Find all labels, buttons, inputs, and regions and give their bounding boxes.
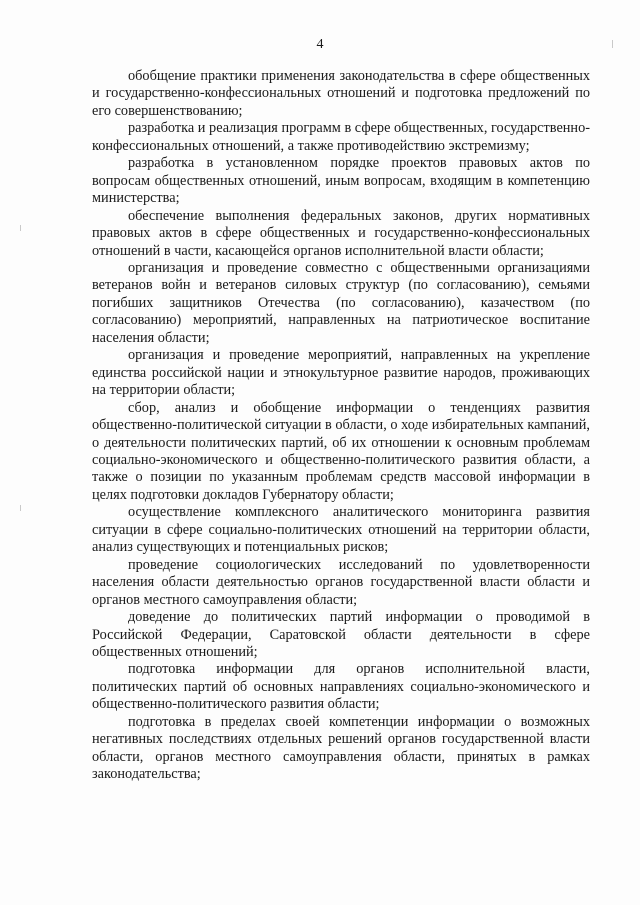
paragraph: подготовка в пределах своей компетенции информации о возможных негативных последствиях отдельных решений органов государственной власти области, органов местного самоуправления области, принятых в рамках законодательства; — [92, 713, 590, 783]
paragraph: организация и проведение мероприятий, направленных на укрепление единства российской нации и этнокультурное развитие народов, проживающих на территории области; — [92, 347, 590, 399]
paragraph: организация и проведение совместно с общественными организациями ветеранов войн и ветеранов силовых структур (по согласованию), семьями погибших защитников Отечества (по согласованию), казачеством (по согласованию) мероприятий, направленных на патриотическое воспитание населения области; — [92, 259, 590, 346]
page-number: 4 — [316, 37, 324, 52]
paragraph: разработка и реализация программ в сфере общественных, государственно-конфессиональных отношений, а также противодействию экстремизму; — [92, 120, 590, 154]
paragraph: обобщение практики применения законодательства в сфере общественных и государственно-конфессиональных отношений и подготовка предложений по его совершенствованию; — [92, 68, 590, 119]
paragraph: проведение социологических исследований по удовлетворенности населения области деятельностью органов государственной власти области и органов местного самоуправления области; — [92, 556, 590, 608]
paragraph: осуществление комплексного аналитического мониторинга развития ситуации в сфере социально-политических отношений на территории области, анализ существующих и потенциальных рисков; — [92, 504, 590, 556]
paragraph: сбор, анализ и обобщение информации о тенденциях развития общественно-политической ситуации в области, о ходе избирательных кампаний, о деятельности политических партий, об их отношении к основным проблемам социально-экономического и общественно-политического развития области, а также о позиции по указанным проблемам средств массовой информации в целях подготовки докладов Губернатору области; — [92, 399, 590, 503]
scan-artifact — [20, 225, 21, 231]
paragraph: разработка в установленном порядке проектов правовых актов по вопросам общественных отношений, иным вопросам, входящим в компетенцию министерства; — [92, 155, 590, 207]
scan-artifact — [20, 505, 21, 511]
scan-artifact — [612, 40, 613, 48]
paragraph: обеспечение выполнения федеральных законов, других нормативных правовых актов в сфере общественных и государственно-конфессиональных отношений в части, касающейся органов исполнительной власти области; — [92, 207, 590, 259]
paragraph: подготовка информации для органов исполнительной власти, политических партий об основных направлениях социально-экономического и общественно-политического развития области; — [92, 661, 590, 713]
paragraph: доведение до политических партий информации о проводимой в Российской Федерации, Саратовской области деятельности в сфере общественных отношений; — [92, 609, 590, 660]
document-body — [92, 68, 590, 784]
